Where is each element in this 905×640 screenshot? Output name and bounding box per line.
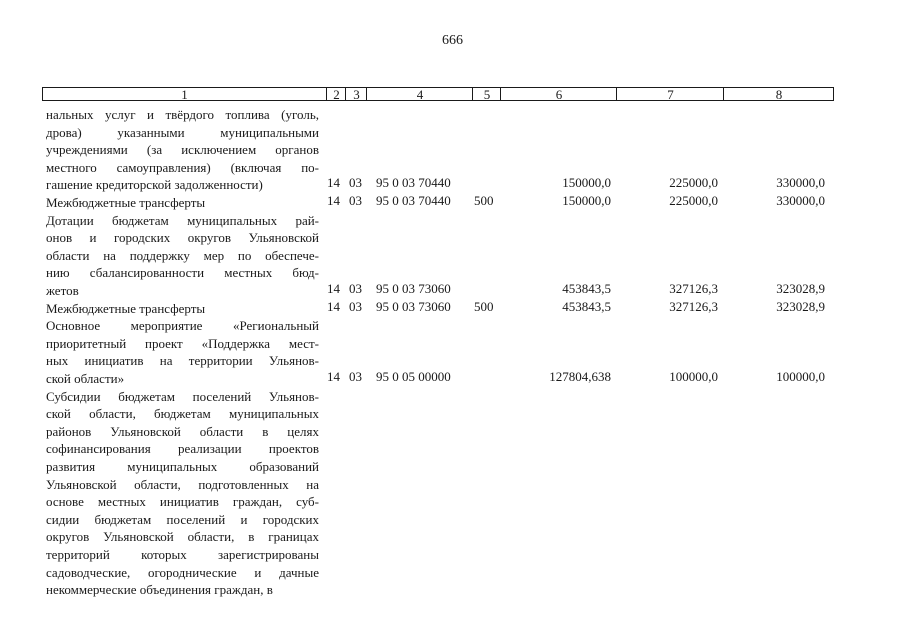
cell-subsection: 03	[349, 175, 362, 191]
description-line: ных инициатив на территории Ульянов-	[46, 353, 319, 369]
cell-section: 14	[327, 193, 340, 208]
header-col-2: 2	[326, 88, 346, 100]
description-line: Межбюджетные трансферты	[46, 300, 206, 316]
description-line: нальных услуг и твёрдого топлива (уголь,	[46, 107, 319, 122]
description-line: дрова) указанными муниципальными	[46, 124, 319, 140]
cell-amount-2: 327126,3	[669, 298, 718, 314]
description-line: учреждениями (за исключением органов	[46, 142, 319, 158]
description-line: Основное мероприятие «Региональный	[46, 318, 319, 334]
cell-expense-type: 500	[474, 193, 494, 208]
cell-amount-2: 327126,3	[669, 281, 718, 296]
cell-amount-3: 323028,9	[776, 281, 825, 296]
header-col-4: 4	[366, 88, 473, 100]
header-col-7: 7	[616, 88, 724, 100]
cell-amount-3: 330000,0	[776, 175, 825, 191]
cell-amount-2: 100000,0	[669, 369, 718, 384]
cell-amount-1: 453843,5	[562, 281, 611, 296]
description-line: области на поддержку мер по обеспече-	[46, 247, 319, 263]
cell-expense-type: 500	[474, 298, 494, 314]
description-line: нию сбалансированности местных бюд-	[46, 265, 319, 281]
description-line: приоритетный проект «Поддержка мест-	[46, 335, 319, 351]
description-line: ской области»	[46, 370, 125, 386]
row-description	[46, 106, 319, 194]
row-description	[46, 388, 319, 599]
row-description	[46, 194, 319, 212]
cell-section: 14	[327, 298, 340, 314]
cell-target-article: 95 0 03 70440	[376, 193, 451, 208]
cell-amount-1: 127804,638	[549, 369, 611, 384]
cell-amount-3: 100000,0	[776, 369, 825, 384]
description-line: развития муниципальных образований	[46, 458, 319, 474]
header-col-3: 3	[345, 88, 367, 100]
description-line: Межбюджетные трансферты	[46, 195, 206, 210]
cell-section: 14	[327, 175, 340, 191]
cell-amount-1: 453843,5	[562, 298, 611, 314]
cell-subsection: 03	[349, 369, 362, 384]
description-line: некоммерческие объединения граждан, в	[46, 582, 273, 598]
row-description	[46, 317, 319, 387]
description-line: садоводческие, огороднические и дачные	[46, 564, 319, 580]
cell-section: 14	[327, 281, 340, 296]
row-description	[46, 212, 319, 300]
cell-subsection: 03	[349, 193, 362, 208]
cell-amount-2: 225000,0	[669, 175, 718, 191]
description-line: основе местных инициатив граждан, суб-	[46, 494, 319, 510]
cell-amount-2: 225000,0	[669, 193, 718, 208]
header-col-8: 8	[723, 88, 834, 100]
cell-subsection: 03	[349, 298, 362, 314]
description-line: гашение кредиторской задолженности)	[46, 177, 263, 193]
description-line: онов и городских округов Ульяновской	[46, 230, 319, 246]
table-header	[42, 87, 834, 101]
cell-subsection: 03	[349, 281, 362, 296]
description-line: Ульяновской области, подготовленных на	[46, 476, 319, 492]
header-col-5: 5	[472, 88, 501, 100]
description-line: Субсидии бюджетам поселений Ульянов-	[46, 388, 319, 404]
description-line: жетов	[46, 282, 79, 298]
description-line: округов Ульяновской области, в границах	[46, 529, 319, 545]
cell-amount-1: 150000,0	[562, 175, 611, 191]
row-description	[46, 300, 319, 318]
cell-amount-3: 330000,0	[776, 193, 825, 208]
description-line: софинансирования реализации проектов	[46, 441, 319, 457]
page-number: 666	[442, 33, 463, 48]
description-line: местного самоуправления) (включая по-	[46, 159, 319, 175]
cell-target-article: 95 0 03 73060	[376, 298, 451, 314]
cell-target-article: 95 0 03 73060	[376, 281, 451, 296]
cell-amount-3: 323028,9	[776, 298, 825, 314]
description-line: сидии бюджетам поселений и городских	[46, 511, 319, 527]
cell-target-article: 95 0 05 00000	[376, 369, 451, 384]
header-col-6: 6	[500, 88, 617, 100]
cell-amount-1: 150000,0	[562, 193, 611, 208]
cell-section: 14	[327, 369, 340, 384]
description-line: Дотации бюджетам муниципальных рай-	[46, 212, 319, 228]
cell-target-article: 95 0 03 70440	[376, 175, 451, 191]
description-line: ской области, бюджетам муниципальных	[46, 406, 319, 422]
header-col-1: 1	[181, 87, 188, 102]
description-line: территорий которых зарегистрированы	[46, 546, 319, 562]
description-line: районов Ульяновской области в целях	[46, 423, 319, 439]
